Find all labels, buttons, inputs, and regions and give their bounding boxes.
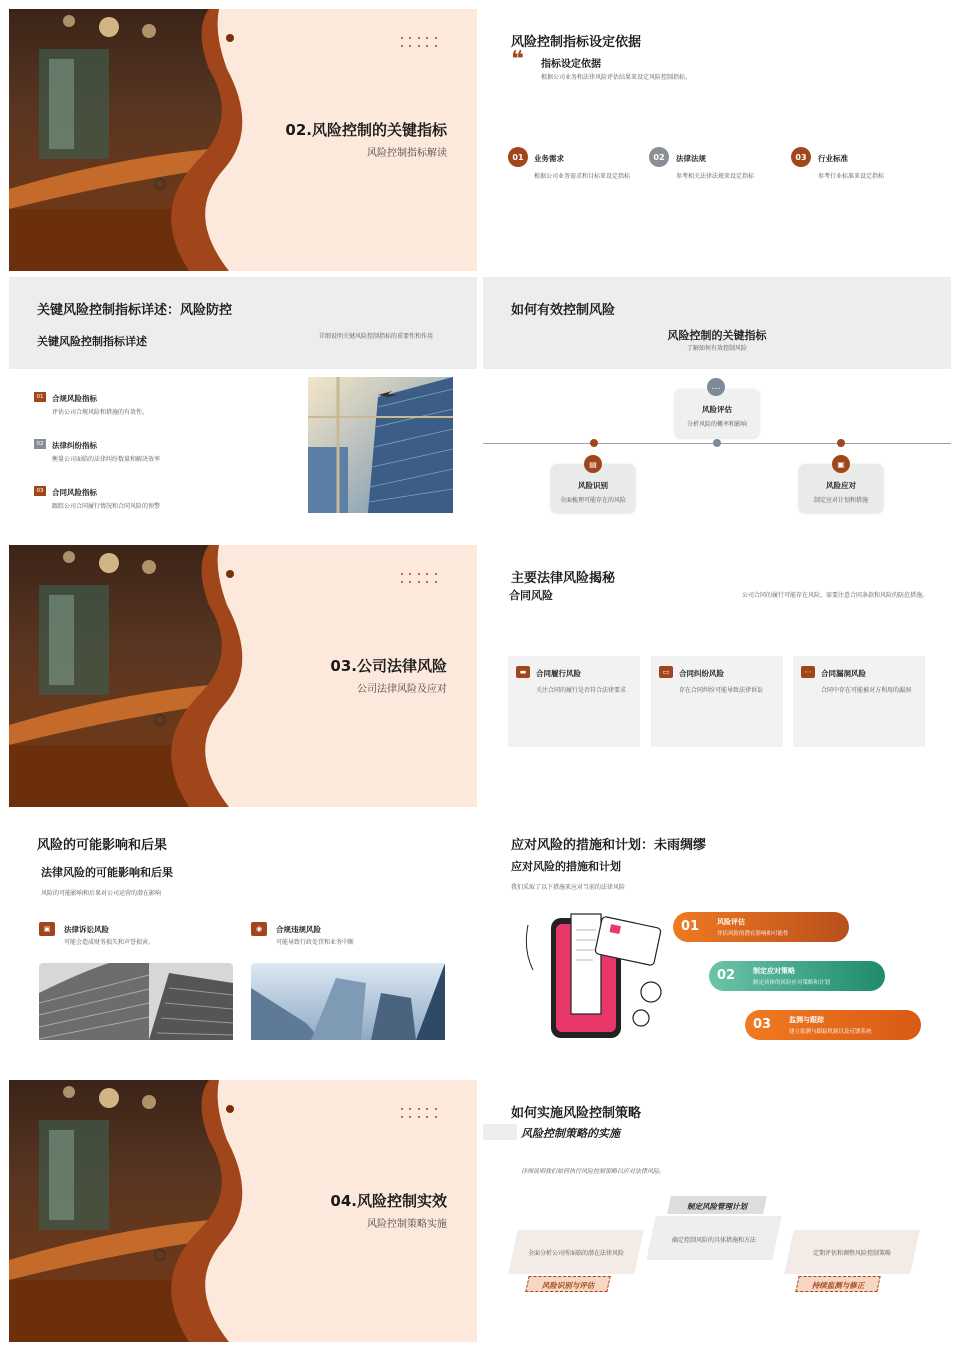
- slide-impact: [9, 812, 477, 1074]
- card-title: 合同履行风险: [536, 669, 581, 678]
- step-desc: 全面分析公司所面临的潜在法律风险: [527, 1250, 624, 1257]
- step-label: 持续监测与修正: [811, 1281, 865, 1290]
- slide-cover-02: [9, 9, 477, 271]
- card-title: 合同漏洞风险: [821, 669, 866, 678]
- slide-subtitle: 风险控制的关键指标: [667, 329, 767, 342]
- document-icon: ▤: [584, 455, 602, 473]
- slide-desc: 公司合同的履行可能存在风险，需要注意合同条款和风险的防范措施。: [742, 592, 929, 599]
- dot-grid: [401, 37, 443, 47]
- slide-subtitle: 关键风险控制指标详述: [37, 335, 147, 348]
- node-desc: 全面梳理可能存在的风险: [559, 497, 626, 504]
- slide-subtitle: 应对风险的措施和计划: [511, 860, 621, 873]
- pill-title: 风险评估: [717, 918, 745, 926]
- slide-subtitle: 风险控制策略的实施: [521, 1127, 620, 1140]
- step-label: 制定风险管理计划: [687, 1202, 747, 1211]
- item-desc: 可能导致行政处罚和业务中断: [276, 939, 355, 946]
- item-title: 法律法规: [676, 154, 706, 163]
- sofa-icon: ▭: [659, 666, 673, 678]
- slide-title: 主要法律风险揭秘: [511, 571, 616, 586]
- briefcase-icon: ▬: [516, 666, 530, 678]
- step-number: 02: [34, 439, 46, 449]
- item-desc: 根据公司业务需求和目标来设定指标: [534, 173, 631, 180]
- slide-title: 风险控制指标设定依据: [511, 35, 642, 50]
- image-icon: ▣: [832, 455, 850, 473]
- item-title: 合规风险指标: [52, 394, 97, 403]
- risk-card: [651, 656, 783, 747]
- target-icon: ◉: [251, 922, 267, 936]
- measure-pill: [709, 961, 885, 991]
- slide-subtitle: 法律风险的可能影响和后果: [41, 866, 173, 879]
- step-number: 01: [34, 392, 46, 402]
- slide-key-indicators: [9, 277, 477, 539]
- slide-desc: 风险的可能影响和后果对公司运营的潜在影响: [41, 890, 162, 897]
- cover-subtitle: 公司法律风险及应对: [357, 684, 447, 695]
- item-desc: 参考相关法律法规来设定指标: [676, 173, 755, 180]
- step-label: 风险识别与评估: [541, 1281, 595, 1290]
- pill-number: 02: [717, 968, 736, 983]
- item-desc: 跟踪公司合同履行情况和合同风险的预警: [52, 503, 161, 510]
- step-desc: 定期评估和调整风险控制策略: [812, 1250, 891, 1257]
- courtroom-photo: [9, 9, 477, 271]
- dot-grid: [401, 573, 443, 583]
- node-title: 风险识别: [578, 481, 608, 490]
- pill-title: 监测与跟踪: [789, 1016, 824, 1024]
- card-desc: 关注合同的履行是否符合法律要求: [536, 687, 627, 694]
- slide-indicator-basis: [483, 9, 951, 271]
- pill-desc: 评估风险的潜在影响和可能性: [717, 931, 789, 937]
- measure-pill: [673, 912, 849, 942]
- pill-number: 03: [753, 1017, 772, 1032]
- slide-title: 应对风险的措施和计划：未雨绸缪: [511, 838, 707, 853]
- cover-subtitle: 风险控制策略实施: [367, 1219, 447, 1230]
- slide-title: 风险的可能影响和后果: [37, 838, 168, 853]
- cover-subtitle: 风险控制指标解读: [367, 148, 447, 159]
- pill-title: 制定应对策略: [753, 967, 795, 975]
- node-card: [675, 389, 759, 437]
- slide-desc: 我们采取了以下措施来应对当前的法律风险: [511, 884, 626, 891]
- quote-icon: ❝: [511, 47, 524, 72]
- image-icon: ▣: [39, 922, 55, 936]
- risk-card: [508, 656, 640, 747]
- skyscraper-photo: [251, 963, 445, 1040]
- dot-grid: [401, 1108, 443, 1118]
- card-desc: 合同中存在可能被对方利用的漏洞: [821, 687, 912, 694]
- subtitle-bar: [483, 1124, 517, 1140]
- item-desc: 参考行业标准来设定指标: [818, 173, 885, 180]
- card-desc: 存在合同纠纷可能导致法律诉讼: [679, 687, 764, 694]
- node-title: 风险应对: [826, 481, 856, 490]
- ellipsis-icon: ⋯: [801, 666, 815, 678]
- node-desc: 制定应对计划和措施: [813, 497, 868, 504]
- timeline-dot: [837, 439, 845, 447]
- step-number: 02: [649, 147, 669, 167]
- courtroom-photo: [9, 1080, 477, 1342]
- timeline-dot: [590, 439, 598, 447]
- slide-subtitle: 合同风险: [509, 589, 553, 602]
- buildings-photo: [39, 963, 233, 1040]
- step-number: 01: [508, 147, 528, 167]
- slide-desc: 了解如何有效控制风险: [686, 345, 747, 352]
- step-number: 03: [34, 486, 46, 496]
- pill-desc: 建立监测与跟踪机制以及反馈系统: [789, 1029, 872, 1035]
- slide-legal-risks: [483, 545, 951, 807]
- step-number: 03: [791, 147, 811, 167]
- node-desc: 分析风险的概率和影响: [686, 421, 747, 428]
- item-desc: 可能会造成财务损失和声誉损害。: [64, 939, 155, 946]
- slide-desc: 详细说明关键风险控制指标的重要性和作用: [319, 333, 434, 340]
- timeline-dot: [713, 439, 721, 447]
- item-title: 法律纠纷指标: [52, 441, 97, 450]
- pill-number: 01: [681, 919, 700, 934]
- node-title: 风险评估: [702, 405, 732, 414]
- item-desc: 评估公司合规风险和措施的有效性。: [52, 409, 149, 416]
- slide-title: 如何实施风险控制策略: [511, 1106, 642, 1121]
- cover-title: 04.风险控制实效: [330, 1192, 447, 1210]
- slide-control-risk: [483, 277, 951, 539]
- header-band: [9, 277, 477, 369]
- quote-text: 根据公司业务和法律风险评估结果来设定风险控制指标。: [541, 74, 692, 81]
- risk-card: [793, 656, 925, 747]
- card-title: 合同纠纷风险: [679, 669, 724, 678]
- slide-desc: 详细说明我们如何执行风险控制策略以应对法律风险。: [521, 1168, 666, 1175]
- slide-implement: [483, 1080, 951, 1342]
- measure-pill: [745, 1010, 921, 1040]
- item-title: 合规违规风险: [276, 925, 321, 934]
- slide-measures: [483, 812, 951, 1074]
- item-title: 法律诉讼风险: [64, 925, 109, 934]
- item-title: 合同风险指标: [52, 488, 97, 497]
- item-title: 行业标准: [818, 154, 848, 163]
- slide-title: 如何有效控制风险: [511, 303, 616, 318]
- item-desc: 衡量公司面临的法律纠纷数量和解决效率: [52, 456, 161, 463]
- step-desc: 确定控制风险的具体措施和方法: [671, 1237, 756, 1244]
- item-title: 业务需求: [534, 154, 564, 163]
- header-band: [483, 277, 951, 369]
- slide-title: 关键风险控制指标详述：风险防控: [37, 303, 233, 318]
- pill-desc: 制定具体的风险应对策略和计划: [753, 980, 831, 986]
- cover-title: 02.风险控制的关键指标: [285, 121, 447, 139]
- slide-cover-03: [9, 545, 477, 807]
- chat-icon: …: [707, 378, 725, 396]
- slide-cover-04: [9, 1080, 477, 1342]
- courtroom-photo: [9, 545, 477, 807]
- cover-title: 03.公司法律风险: [330, 657, 447, 675]
- quote-title: 指标设定依据: [541, 59, 601, 70]
- skyscraper-photo: [308, 377, 453, 513]
- mobile-payment-illustration: [523, 910, 683, 1042]
